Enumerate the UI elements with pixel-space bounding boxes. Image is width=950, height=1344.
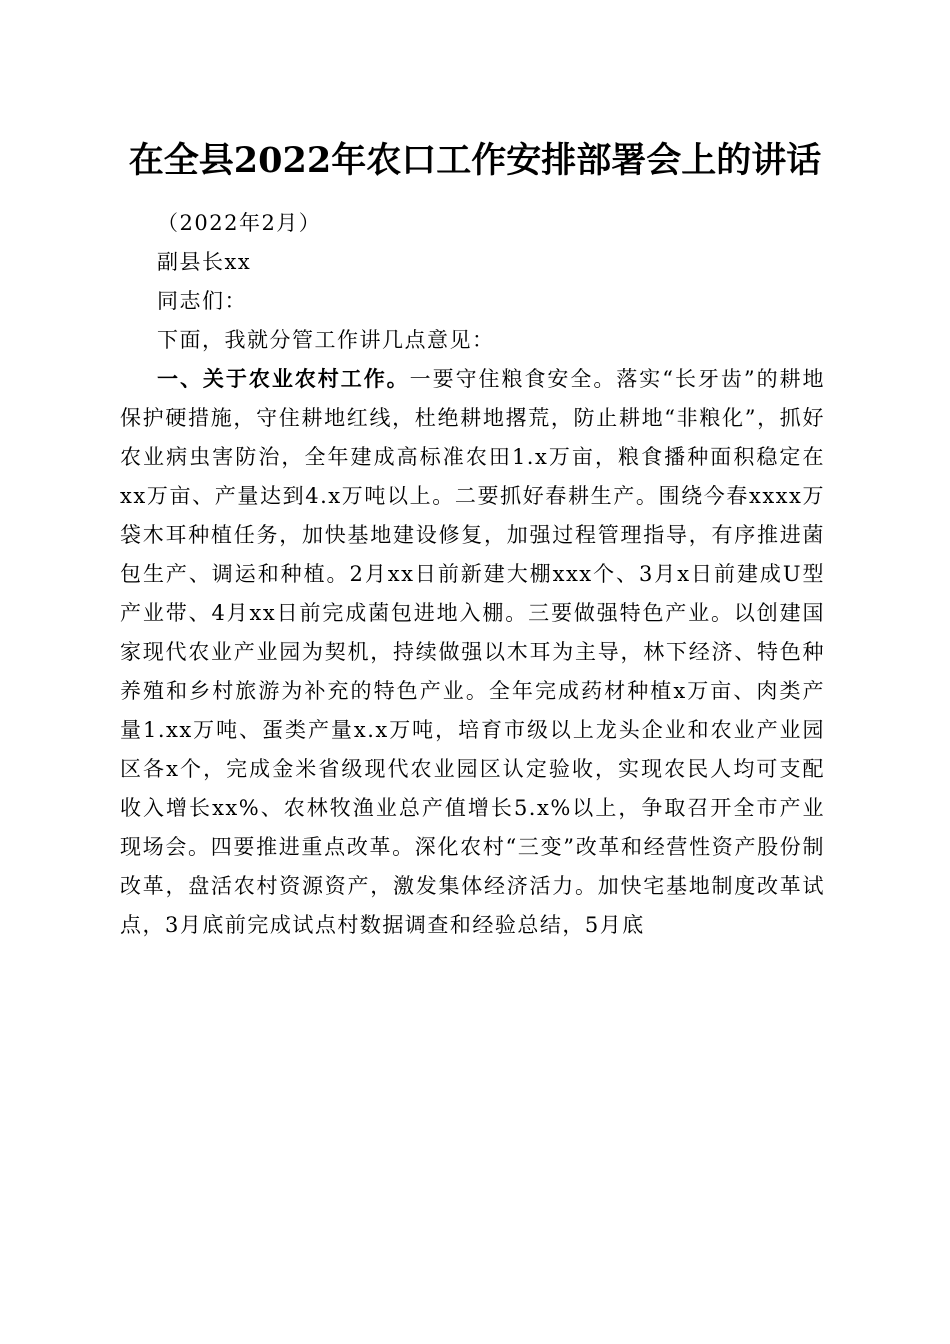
date-line: （2022年2月） (157, 211, 322, 235)
section-1-heading: 一、关于农业农村工作。 (157, 367, 410, 391)
salutation-line: 同志们： (157, 289, 247, 313)
section-1-body: 一要守住粮食安全。落实“长牙齿”的耕地保护硬措施，守住耕地红线，杜绝耕地撂荒，防止耕地“非粮化”，抓好农业病虫害防治，全年建成高标准农田1.x万亩，粮食播种面积稳定在xx万亩、产量达到4.x万吨以上。二要抓好春耕生产。围绕今春xxxx万袋木耳种植任务，加快基地建设修复，加强过程管理指导，有序推进菌包生产、调运和种植。2月xx日前新建大棚xxx个、3月x日前建成U型产业带、4月xx日前完成菌包进地入棚。三要做强特色产业。以创建国家现代农业产业园为契机，持续做强以木耳为主导，林下经济、特色种养殖和乡村旅游为补充的特色产业。全年完成药材种植x万亩、肉类产量1.xx万吨、蛋类产量x.x万吨，培育市级以上龙头企业和农业产业园区各x个，完成金米省级现代农业园区认定验收，实现农民人均可支配收入增长xx%、农林牧渔业总产值增长5.x%以上，争取召开全市产业现场会。四要推进重点改革。深化农村“三变”改革和经营性资产股份制改革，盘活农村资源资产，激发集体经济活力。加快宅基地制度改革试点，3月底前完成试点村数据调查和经验总结，5月底 (120, 367, 825, 937)
document-body (120, 204, 825, 945)
intro-line: 下面，我就分管工作讲几点意见： (157, 328, 495, 352)
speaker-line: 副县长xx (157, 250, 252, 274)
section-1-paragraph (120, 360, 825, 945)
document-title: 在全县2022年农口工作安排部署会上的讲话 (128, 140, 822, 181)
